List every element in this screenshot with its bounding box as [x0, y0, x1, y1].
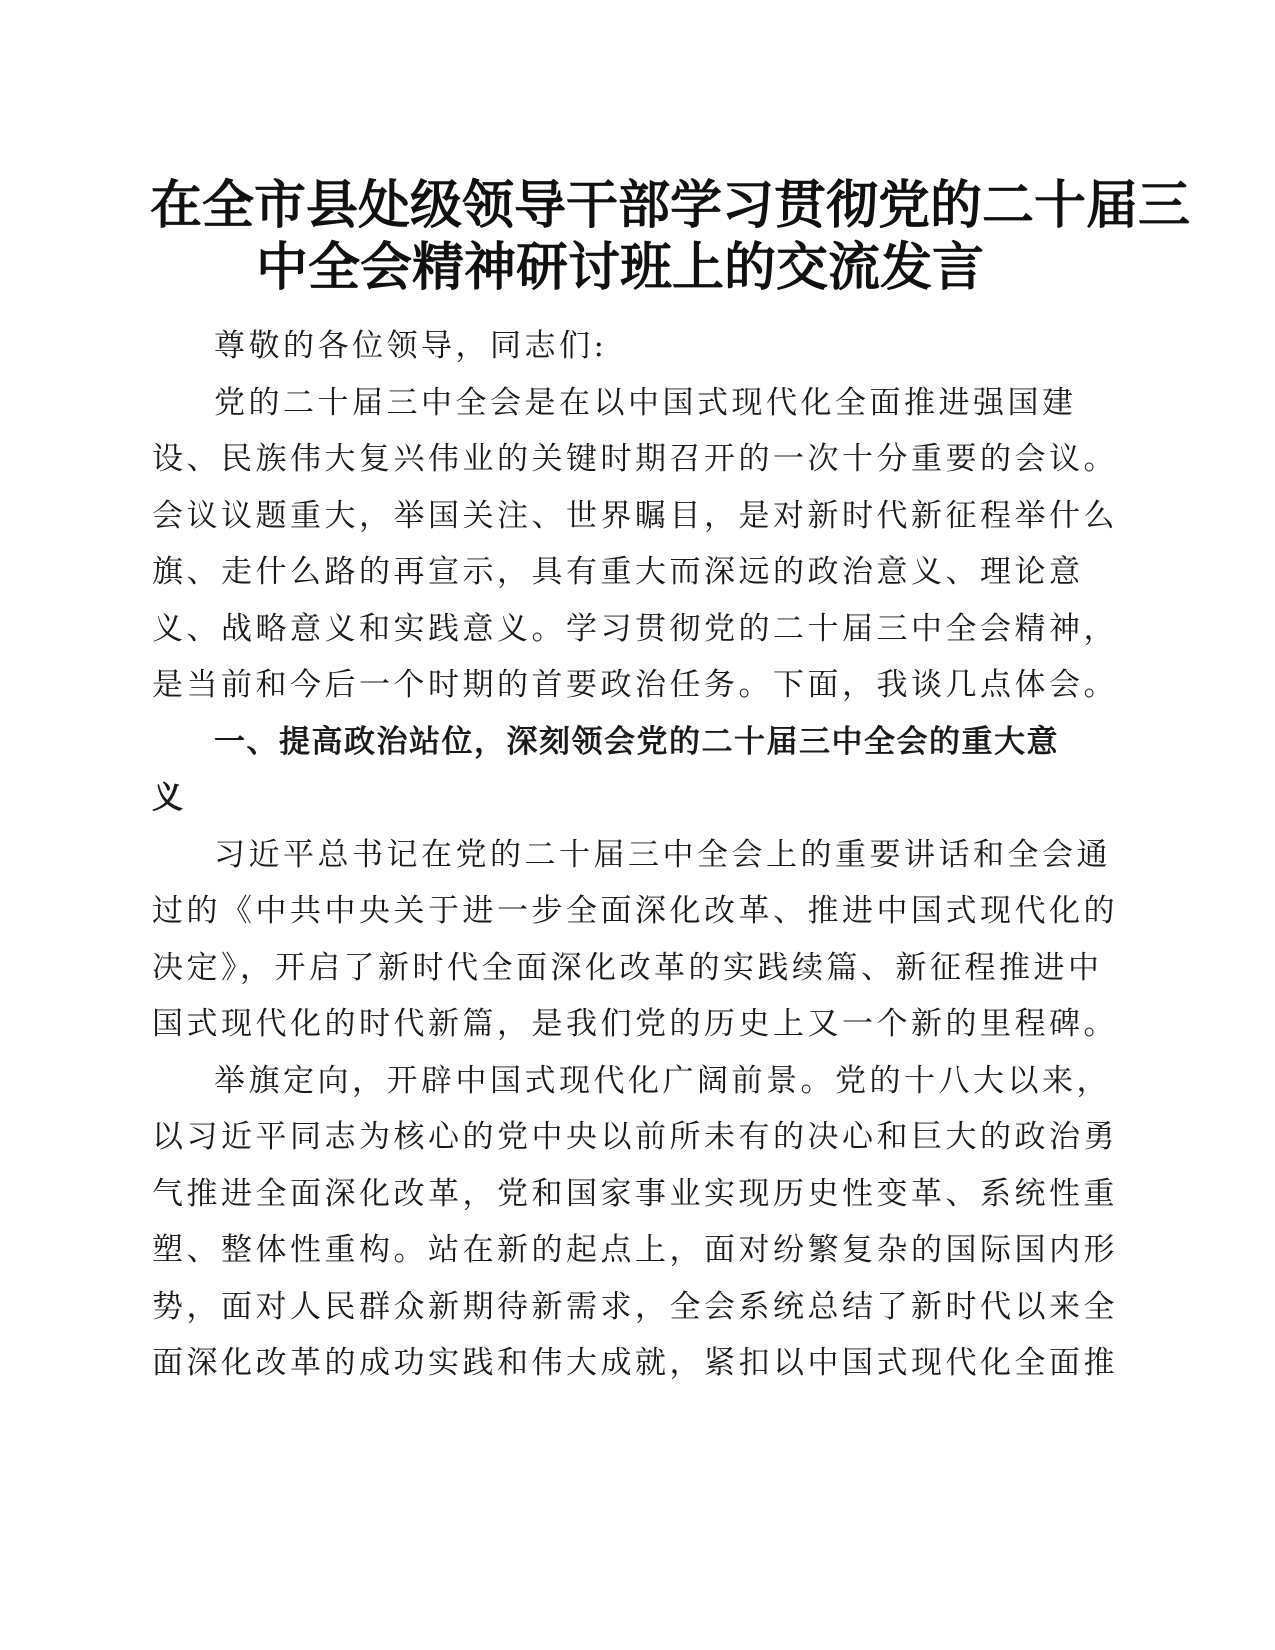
paragraph-1-line: 设、民族伟大复兴伟业的关键时期召开的一次十分重要的会议。 — [152, 441, 1118, 477]
paragraph-3-line: 以习近平同志为核心的党中央以前所未有的决心和巨大的政治勇 — [152, 1119, 1118, 1155]
paragraph-2-line: 习近平总书记在党的二十届三中全会上的重要讲话和全会通 — [214, 836, 1111, 873]
paragraph-1-line: 义、战略意义和实践意义。学习贯彻党的二十届三中全会精神， — [152, 610, 1118, 647]
title-line-2: 中全会精神研讨班上的交流发言 — [255, 237, 984, 298]
paragraph-1-line: 会议议题重大，举国关注、世界瞩目，是对新时代新征程举什么 — [152, 497, 1118, 534]
paragraph-2-line: 过的《中共中央关于进一步全面深化改革、推进中国式现代化的 — [152, 893, 1118, 929]
paragraph-1-line: 旗、走什么路的再宣示，具有重大而深远的政治意义、理论意 — [152, 554, 1084, 590]
salutation: 尊敬的各位领导，同志们: — [214, 328, 608, 364]
title-line-1: 在全市县处级领导干部学习贯彻党的二十届三 — [150, 175, 1191, 236]
paragraph-3-line: 势，面对人民群众新期待新需求，全会系统总结了新时代以来全 — [152, 1288, 1118, 1325]
paragraph-2-line: 决定》，开启了新时代全面深化改革的实践续篇、新征程推进中 — [152, 949, 1103, 986]
paragraph-1-line: 党的二十届三中全会是在以中国式现代化全面推进强国建 — [214, 384, 1077, 421]
document-title — [150, 175, 1191, 299]
paragraph-3-line: 面深化改革的成功实践和伟大成就，紧扣以中国式现代化全面推 — [152, 1345, 1118, 1381]
paragraph-3-line: 举旗定向，开辟中国式现代化广阔前景。党的十八大以来， — [214, 1062, 1111, 1099]
document-body — [152, 318, 1118, 1392]
paragraph-2-line: 国式现代化的时代新篇，是我们党的历史上又一个新的里程碑。 — [152, 1006, 1118, 1042]
paragraph-1-line: 是当前和今后一个时期的首要政治任务。下面，我谈几点体会。 — [152, 667, 1118, 703]
section-heading-1: 一、提高政治站位，深刻领会党的二十届三中全会的重大意 — [214, 723, 1059, 760]
section-heading-1-continued: 义 — [152, 780, 185, 816]
paragraph-3-line: 塑、整体性重构。站在新的起点上，面对纷繁复杂的国际国内形 — [152, 1232, 1118, 1268]
paragraph-3-line: 气推进全面深化改革，党和国家事业实现历史性变革、系统性重 — [152, 1175, 1118, 1212]
